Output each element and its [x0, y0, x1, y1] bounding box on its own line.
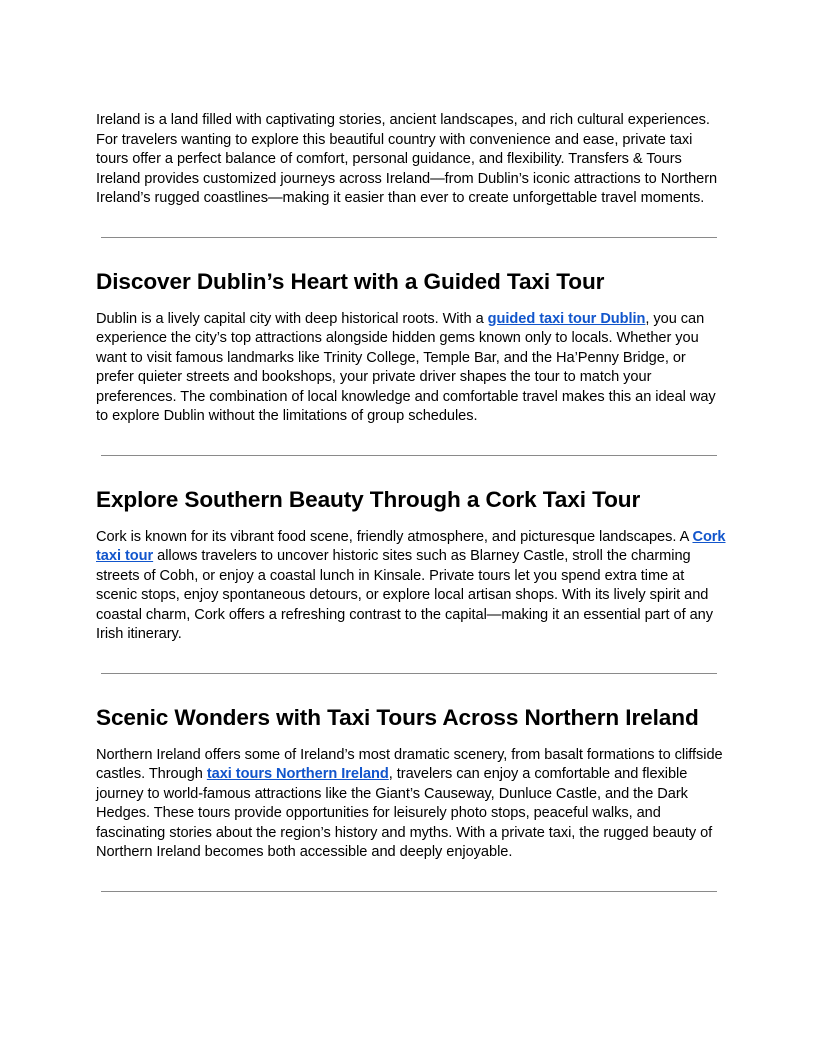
paragraph-text: allows travelers to uncover historic sites such as Blarney Castle, stroll the charming streets of Cobh, or enjoy a coastal lunch in Kinsale. Private tours let you spend extra time at scenic stops, enjoy spontaneous detours, or explore local artisan shops. With its lively spirit and coastal charm, Cork offers a refreshing contrast to the capital—making it an essential part of any Irish itinerary. [96, 548, 713, 642]
intro-paragraph: Ireland is a land filled with captivating stories, ancient landscapes, and rich cultural experiences. For travelers wanting to explore this beautiful country with convenience and ease, private taxi tours offer a perfect balance of comfort, personal guidance, and flexibility. Transfers & Tours Ireland provides customized journeys across Ireland—from Dublin’s iconic attractions to Northern Ireland’s rugged coastlines—making it easier than ever to create unforgettable travel moments. [96, 112, 718, 206]
section-cork [96, 486, 726, 645]
section-northern-ireland [96, 704, 726, 863]
section-divider [101, 891, 717, 892]
paragraph-text: , you can experience the city’s top attractions alongside hidden gems known only to locals. Whether you want to visit famous landmarks like Trinity College, Temple Bar, and the Ha’Penny Bridge, or prefer quieter streets and bookshops, your private driver shapes the tour to match your preferences. The combination of local knowledge and comfortable travel makes this an ideal way to explore Dublin without the limitations of group schedules. [96, 310, 716, 424]
section-heading-northern-ireland: Scenic Wonders with Taxi Tours Across Northern Ireland [96, 704, 699, 730]
section-paragraph-cork [96, 528, 726, 645]
section-paragraph-northern-ireland [96, 746, 726, 863]
link-taxi-tours-northern-ireland[interactable]: taxi tours Northern Ireland [206, 766, 389, 782]
paragraph-text: Dublin is a lively capital city with deep historical roots. With a [96, 310, 488, 327]
section-heading-dublin: Discover Dublin’s Heart with a Guided Taxi Tour [96, 268, 605, 294]
paragraph-text: Cork is known for its vibrant food scene, friendly atmosphere, and picturesque landscapes. A [96, 528, 693, 545]
link-cork-taxi-tour[interactable]: Cork taxi tour [96, 528, 726, 564]
section-paragraph-dublin [96, 310, 726, 427]
document-page [96, 111, 726, 892]
link-guided-taxi-tour-dublin[interactable]: guided taxi tour Dublin [487, 310, 646, 327]
paragraph-text: , travelers can enjoy a comfortable and flexible journey to world-famous attractions like the Giant’s Causeway, Dunluce Castle, and the Dark Hedges. These tours provide opportunities for leisurely photo stops, peaceful walks, and fascinating stories about the region’s history and myths. With a private taxi, the rugged beauty of Northern Ireland becomes both accessible and deeply enjoyable. [96, 766, 713, 860]
section-dublin [96, 268, 726, 427]
section-heading-cork: Explore Southern Beauty Through a Cork Taxi Tour [96, 486, 641, 512]
paragraph-text: Northern Ireland offers some of Ireland’s most dramatic scenery, from basalt formations to cliffside castles. Through [96, 746, 723, 782]
